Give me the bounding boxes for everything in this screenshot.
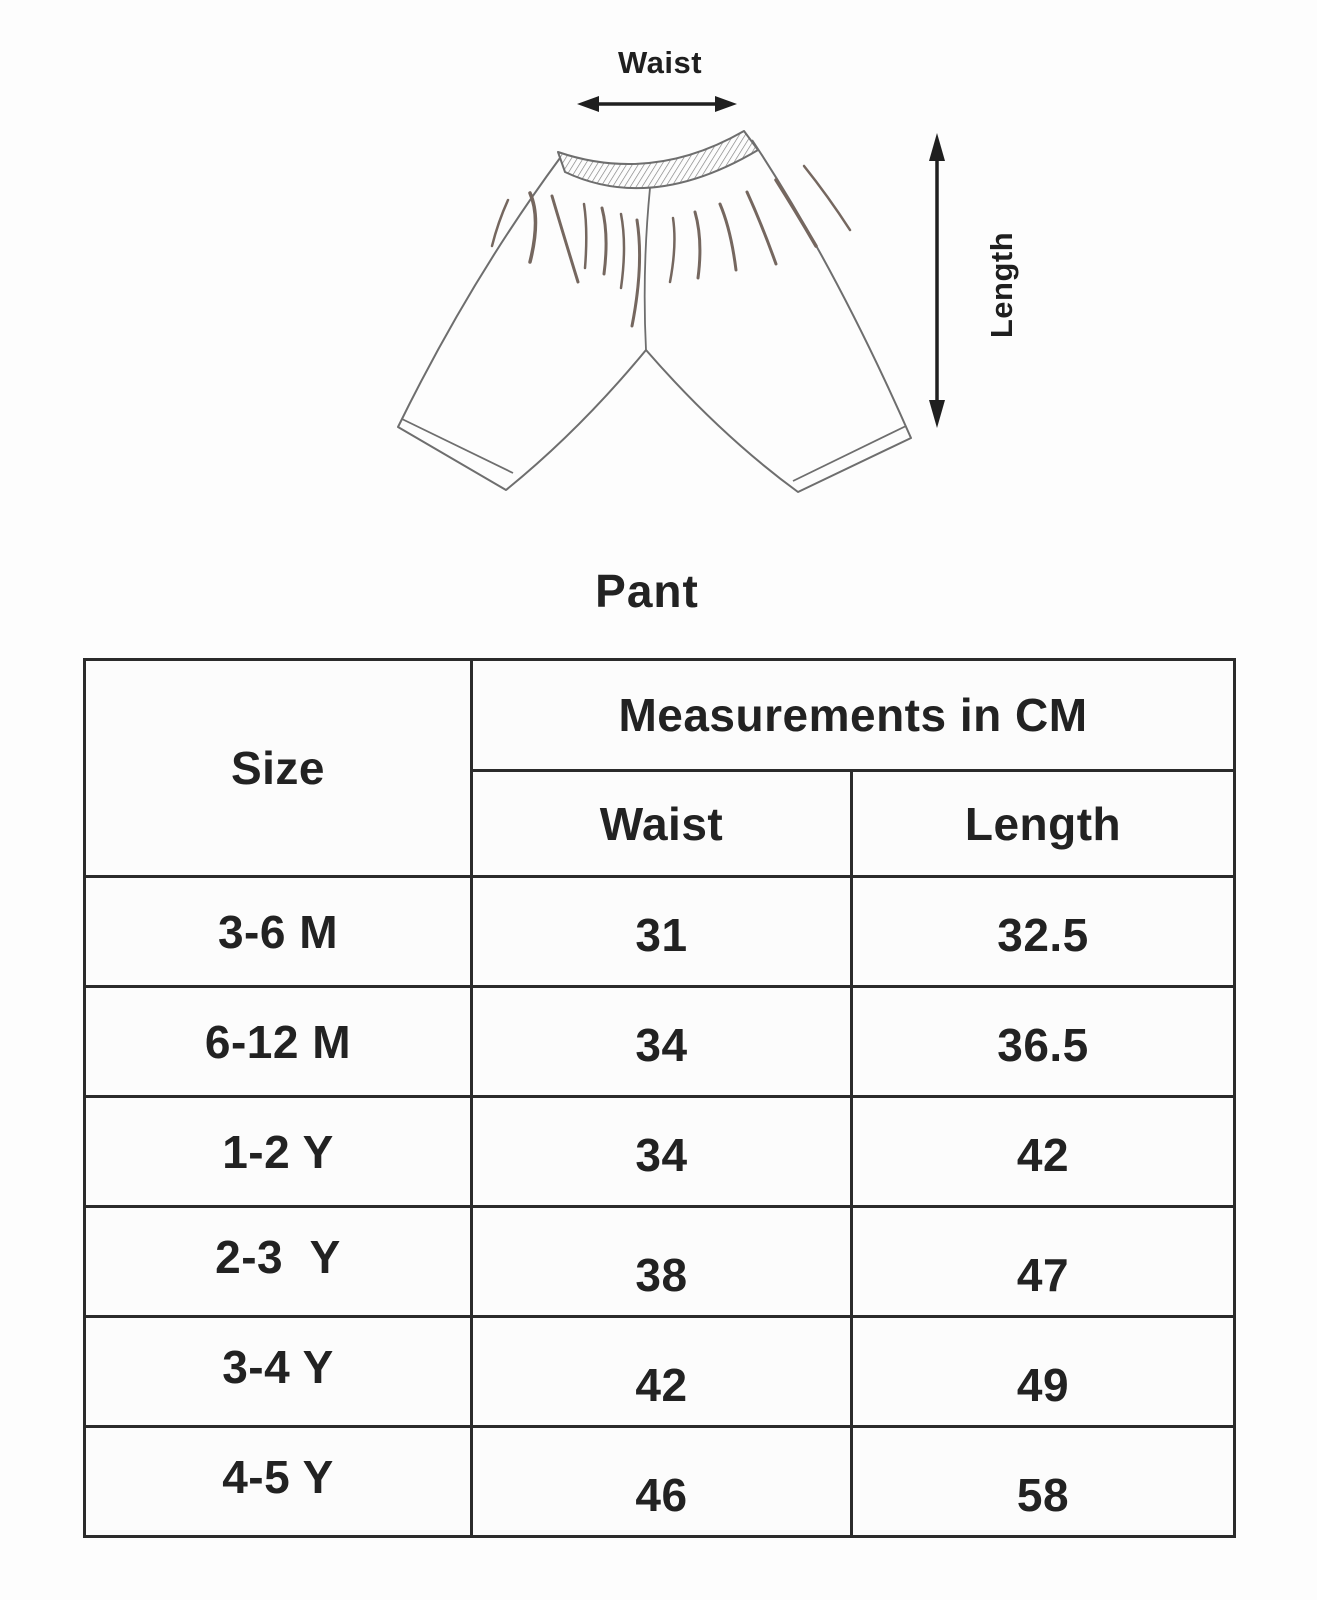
length-value: 32.5	[852, 877, 1235, 987]
measurements-header: Measurements in CM	[472, 660, 1235, 771]
length-value: 42	[852, 1097, 1235, 1207]
size-cell: 4-5 Y	[85, 1427, 472, 1537]
waist-dimension	[577, 45, 737, 112]
waist-value: 31	[472, 877, 852, 987]
waist-value: 34	[472, 987, 852, 1097]
waist-column-header: Waist	[472, 771, 852, 877]
size-table	[83, 658, 1236, 1538]
size-cell: 2-3 Y	[85, 1207, 472, 1317]
length-column-header: Length	[852, 771, 1235, 877]
chart-title: Pant	[595, 565, 699, 617]
table-row	[85, 1427, 1235, 1537]
table-row	[85, 1097, 1235, 1207]
waist-value: 34	[472, 1097, 852, 1207]
waist-arrow-icon	[577, 96, 737, 112]
waist-value: 42	[472, 1317, 852, 1427]
table-row	[85, 987, 1235, 1097]
size-cell: 1-2 Y	[85, 1097, 472, 1207]
size-column-header: Size	[85, 660, 472, 877]
gather-wrinkles	[492, 166, 850, 326]
waist-value: 46	[472, 1427, 852, 1537]
length-arrow-icon	[929, 133, 945, 428]
table-row	[85, 1317, 1235, 1427]
pant-outline	[398, 140, 911, 492]
length-value: 58	[852, 1427, 1235, 1537]
size-cell: 6-12 M	[85, 987, 472, 1097]
waist-dimension-label: Waist	[617, 45, 703, 80]
table-row	[85, 1207, 1235, 1317]
length-value: 47	[852, 1207, 1235, 1317]
length-value: 36.5	[852, 987, 1235, 1097]
length-value: 49	[852, 1317, 1235, 1427]
size-cell: 3-6 M	[85, 877, 472, 987]
table-header-row	[85, 660, 1235, 771]
table-row	[85, 877, 1235, 987]
size-cell: 3-4 Y	[85, 1317, 472, 1427]
pant-line-drawing	[380, 30, 1040, 530]
length-dimension-label: Length	[984, 231, 1019, 339]
length-dimension	[929, 133, 1019, 428]
pant-waistband	[558, 131, 758, 188]
waist-value: 38	[472, 1207, 852, 1317]
